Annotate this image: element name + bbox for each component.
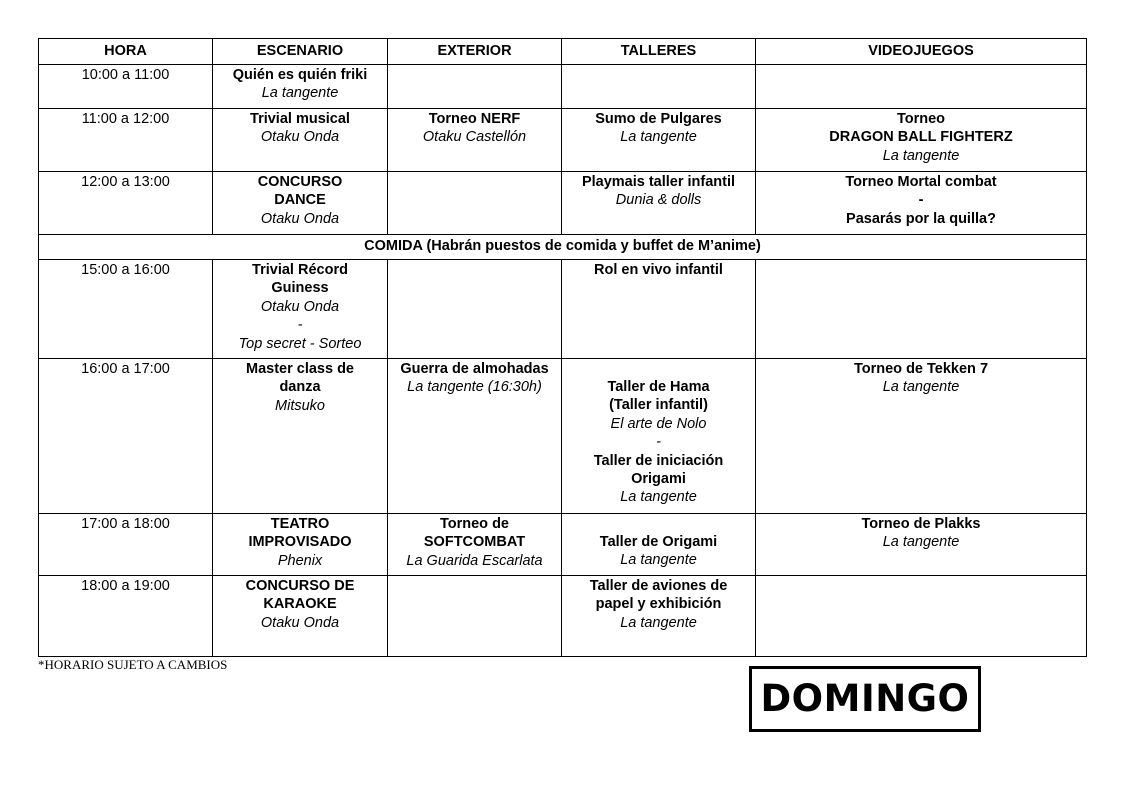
header-escenario: ESCENARIO — [213, 39, 388, 65]
event-title: Guerra de almohadas — [400, 361, 549, 377]
talleres-cell — [562, 514, 756, 576]
exterior-cell — [388, 65, 562, 109]
header-row — [39, 39, 1087, 65]
schedule-table — [38, 38, 1087, 657]
videojuegos-cell — [756, 172, 1087, 235]
event-organizer: Otaku Castellón — [422, 129, 527, 146]
event-title: Taller de iniciación — [593, 452, 724, 469]
table-row — [39, 109, 1087, 172]
escenario-cell — [213, 359, 388, 514]
event-title: Sumo de Pulgares — [595, 111, 722, 127]
exterior-cell — [388, 576, 562, 657]
time-label: 18:00 a 19:00 — [81, 578, 170, 594]
event-title: danza — [279, 379, 321, 396]
header-hora: HORA — [39, 39, 213, 65]
event-title: Origami — [631, 471, 686, 488]
lunch-cell: COMIDA (Habrán puestos de comida y buffet de M’anime) — [39, 235, 1087, 260]
event-title: Torneo de Plakks — [861, 516, 981, 532]
talleres-cell — [562, 65, 756, 109]
event-title: Torneo — [896, 111, 946, 127]
event-organizer: La tangente — [620, 489, 697, 506]
event-title: SOFTCOMBAT — [423, 534, 526, 551]
event-organizer: La tangente — [882, 534, 960, 551]
escenario-cell — [213, 576, 388, 657]
event-organizer: Otaku Onda — [260, 614, 340, 631]
event-organizer: Otaku Onda — [260, 210, 340, 227]
videojuegos-cell — [756, 514, 1087, 576]
event-organizer: La tangente — [620, 614, 697, 631]
event-title: Taller de Origami — [599, 534, 718, 550]
event-title: CONCURSO DE — [245, 578, 355, 594]
table-row — [39, 65, 1087, 109]
event-extra: Top secret - Sorteo — [238, 335, 362, 352]
table-row — [39, 514, 1087, 576]
header-talleres: TALLERES — [562, 39, 756, 65]
separator: - — [297, 317, 303, 334]
time-label: 12:00 a 13:00 — [81, 174, 170, 190]
event-title: Torneo Mortal combat — [845, 174, 997, 190]
escenario-cell — [213, 65, 388, 109]
event-title: Rol en vivo infantil — [594, 262, 723, 278]
separator: - — [656, 434, 661, 451]
time-label: 15:00 a 16:00 — [81, 262, 170, 278]
exterior-cell — [388, 109, 562, 172]
event-title: Taller de Hama — [607, 379, 710, 395]
videojuegos-cell — [756, 576, 1087, 657]
videojuegos-cell — [756, 260, 1087, 359]
time-label: 11:00 a 12:00 — [81, 111, 170, 127]
event-title: Torneo de — [439, 516, 509, 532]
event-organizer: La tangente — [620, 129, 697, 146]
event-title: Trivial Récord — [252, 262, 348, 278]
event-organizer: Otaku Onda — [260, 129, 340, 146]
event-title: (Taller infantil) — [609, 397, 708, 414]
event-organizer: La Guarida Escarlata — [406, 552, 543, 569]
time-cell — [39, 109, 213, 172]
escenario-cell — [213, 109, 388, 172]
schedule-disclaimer: *HORARIO SUJETO A CAMBIOS — [38, 657, 228, 672]
exterior-cell — [388, 172, 562, 235]
event-title: Torneo NERF — [428, 111, 521, 127]
event-title: DANCE — [274, 192, 326, 209]
table-row — [39, 260, 1087, 359]
time-label: 16:00 a 17:00 — [81, 361, 170, 377]
time-cell — [39, 359, 213, 514]
time-label: 10:00 a 11:00 — [81, 67, 170, 83]
lunch-row — [39, 235, 1087, 260]
event-organizer: El arte de Nolo — [610, 415, 707, 432]
event-title: KARAOKE — [263, 596, 337, 613]
time-cell — [39, 260, 213, 359]
time-label: 17:00 a 18:00 — [81, 516, 170, 532]
time-cell — [39, 172, 213, 235]
videojuegos-cell — [756, 359, 1087, 514]
event-organizer: Phenix — [277, 552, 323, 569]
event-title: DRAGON BALL FIGHTERZ — [829, 129, 1013, 146]
escenario-cell — [213, 260, 388, 359]
separator: - — [918, 192, 924, 209]
event-title: Master class de — [245, 361, 354, 377]
videojuegos-cell — [756, 109, 1087, 172]
event-organizer: Dunia & dolls — [615, 192, 702, 209]
event-title: Quién es quién friki — [232, 67, 368, 83]
event-organizer: Otaku Onda — [260, 298, 340, 315]
event-organizer: La tangente — [882, 147, 960, 164]
event-title: Pasarás por la quilla? — [846, 210, 996, 227]
videojuegos-cell — [756, 65, 1087, 109]
event-organizer: La tangente (16:30h) — [407, 379, 542, 396]
event-title: Trivial musical — [250, 111, 350, 127]
time-cell — [39, 576, 213, 657]
escenario-cell — [213, 172, 388, 235]
exterior-cell — [388, 359, 562, 514]
talleres-cell — [562, 359, 756, 514]
talleres-cell — [562, 260, 756, 359]
escenario-cell — [213, 514, 388, 576]
event-organizer: La tangente — [882, 379, 960, 396]
event-title: Torneo de Tekken 7 — [853, 361, 989, 377]
time-cell — [39, 65, 213, 109]
day-label: DOMINGO — [749, 666, 981, 732]
event-organizer: La tangente — [620, 552, 697, 569]
table-row — [39, 359, 1087, 514]
table-row — [39, 576, 1087, 657]
time-cell — [39, 514, 213, 576]
event-organizer: Mitsuko — [275, 397, 325, 414]
talleres-cell — [562, 172, 756, 235]
event-title: papel y exhibición — [595, 596, 722, 613]
talleres-cell — [562, 576, 756, 657]
header-exterior: EXTERIOR — [388, 39, 562, 65]
table-row — [39, 172, 1087, 235]
event-title: Guiness — [271, 280, 329, 297]
exterior-cell — [388, 260, 562, 359]
exterior-cell — [388, 514, 562, 576]
event-title: Playmais taller infantil — [581, 174, 736, 190]
event-title: Taller de aviones de — [589, 578, 728, 594]
event-title: IMPROVISADO — [248, 534, 352, 551]
event-organizer: La tangente — [261, 85, 339, 102]
event-title: TEATRO — [270, 516, 330, 532]
header-videojuegos: VIDEOJUEGOS — [756, 39, 1087, 65]
talleres-cell — [562, 109, 756, 172]
event-title: CONCURSO — [257, 174, 343, 190]
